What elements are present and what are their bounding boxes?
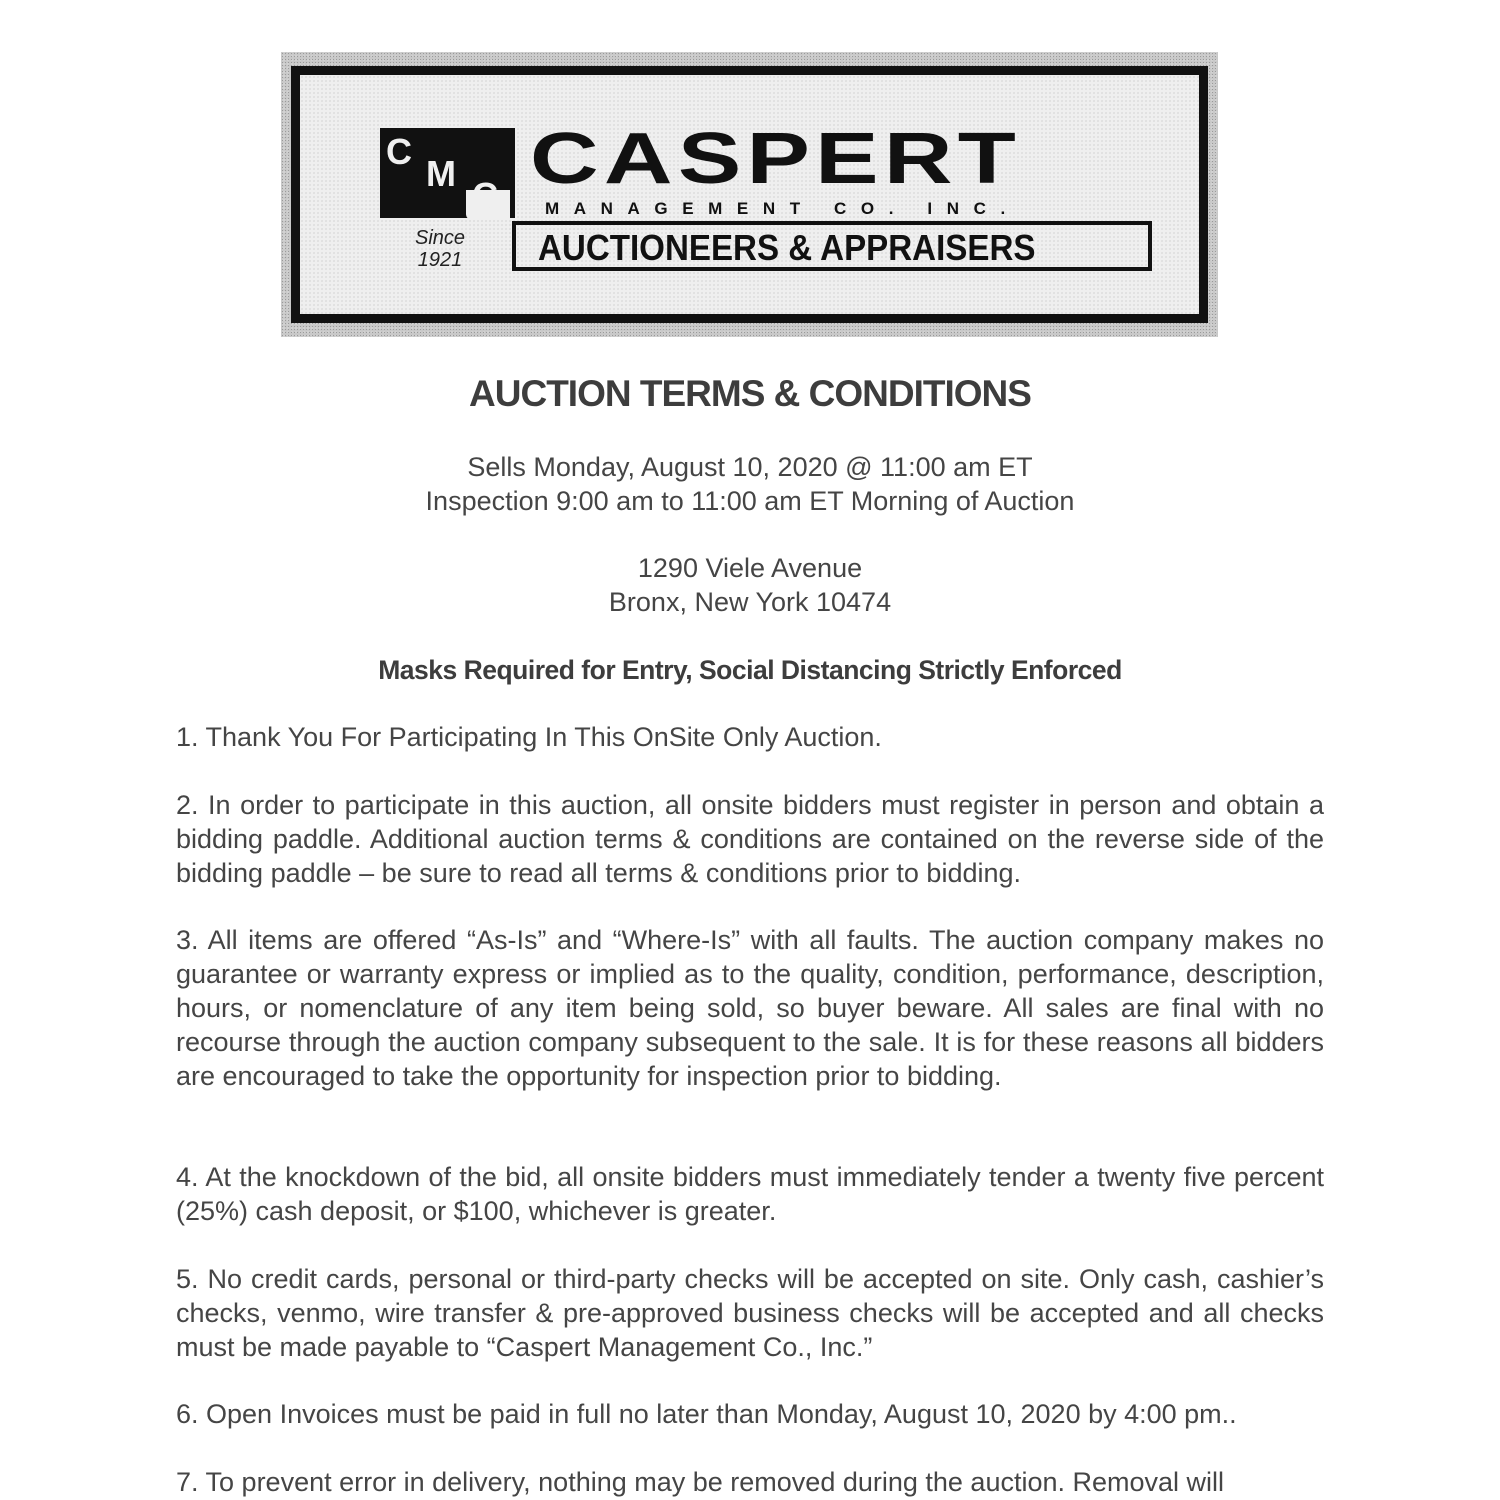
logo-since-year: 1921: [417, 249, 463, 271]
term-item: 6. Open Invoices must be paid in full no later than Monday, August 10, 2020 by 4:00 pm..: [176, 1399, 1237, 1429]
monogram-letter: C: [386, 131, 412, 172]
page-title: AUCTION TERMS & CONDITIONS: [469, 373, 1031, 414]
term-item: 4. At the knockdown of the bid, all onsite bidders must immediately tender a twenty five percent (25%) cash deposit, or $100, whichever is greater.: [176, 1162, 1324, 1226]
address-city: Bronx, New York 10474: [608, 587, 892, 617]
logo-frame: [291, 66, 1208, 323]
term-item: 7. To prevent error in delivery, nothing may be removed during the auction. Removal will: [176, 1467, 1225, 1497]
monogram-letter: C: [472, 175, 498, 216]
safety-notice: Masks Required for Entry, Social Distancing Strictly Enforced: [378, 655, 1122, 685]
term-item: 2. In order to participate in this auction, all onsite bidders must register in person and obtain a bidding paddle. Additional auction terms & conditions are contained on the reverse side of the bidding paddle – be sure to read all terms & conditions prior to bidding.: [176, 790, 1324, 888]
logo-tagline: AUCTIONEERS & APPRAISERS: [538, 227, 1036, 268]
sale-date: Sells Monday, August 10, 2020 @ 11:00 am ET: [467, 452, 1033, 482]
logo-company-name: CASPERT: [530, 119, 1022, 199]
inspection-time: Inspection 9:00 am to 11:00 am ET Morning of Auction: [425, 486, 1075, 516]
company-logo: [281, 52, 1218, 337]
logo-tagline-box: [512, 221, 1152, 271]
monogram-letter: M: [426, 153, 456, 194]
address-street: 1290 Viele Avenue: [637, 553, 863, 583]
logo-company-subtitle: MANAGEMENT CO. INC.: [545, 199, 1020, 218]
logo-since-label: Since: [414, 227, 466, 249]
logo-since: [400, 227, 480, 271]
term-item: 3. All items are offered “As-Is” and “Where-Is” with all faults. The auction company makes no guarantee or warranty express or implied as to the quality, condition, performance, description, hours, or nomenclature of any item being sold, so buyer beware. All sales are final with no recourse through the auction company subsequent to the sale. It is for these reasons all bidders are encouraged to take the opportunity for inspection prior to bidding.: [176, 925, 1324, 1091]
term-item: 5. No credit cards, personal or third-party checks will be accepted on site. Only cash, cashier’s checks, venmo, wire transfer & pre-approved business checks will be accepted and all checks must be made payable to “Caspert Management Co., Inc.”: [176, 1264, 1324, 1362]
term-item: 1. Thank You For Participating In This OnSite Only Auction.: [176, 722, 882, 752]
cmc-monogram: [380, 128, 515, 218]
